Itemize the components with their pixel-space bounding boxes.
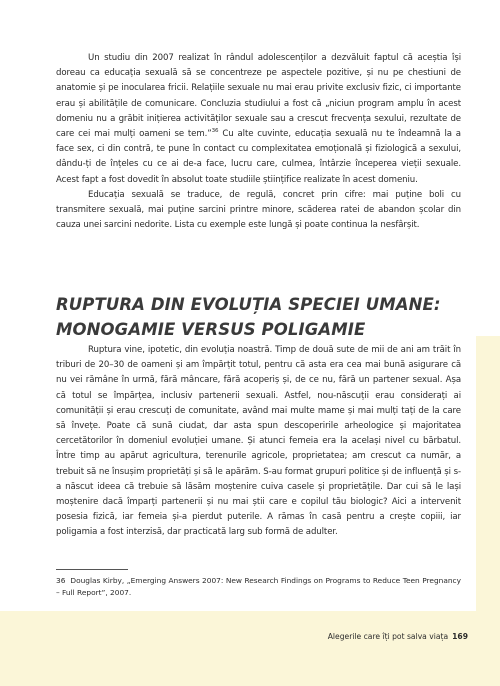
section-heading-line-2: MONOGAMIE VERSUS POLIGAMIE bbox=[56, 320, 366, 339]
footnote bbox=[56, 575, 461, 598]
body-paragraph-3: Ruptura vine, ipotetic, din evoluția noastră. Timp de două sute de mii de ani am trăit în triburi de 20–30 de oameni și am împărțit totul, pentru că asta era cea mai bună asigurare că nu vei rămâne în urmă, fără mâncare, fără acoperiș și, de ce nu, fără un partener sexual. Așa că totul se împărțea, inclusiv partenerii sexuali. Astfel, nou-născuții erau considerați ai comunității și erau crescuți de comunitate, având mai multe mame și mai mulți tați de la care să învețe. Poate că sună ciudat, dar asta spun descoperirile arheologice și majoritatea cercetătorilor în domeniul evoluției umane. Și atunci femeia era la același nivel cu bărbatul. Între timp au apărut agricultura, terenurile agricole, proprietatea; am crescut ca număr, a trebuit să ne însușim proprietăți și să le apărăm. S-au format grupuri politice și de influență și s-a născut ideea că trebuie să lăsăm moștenire cuiva casele și proprietățile. Dar cui să le lași moștenire dacă împarți partenerii și nu mai știi care e copilul tău biologic? Aici a intervenit posesia fizică, iar femeia și-a pierdut puterile. A rămas în casă pentru a crește copiii, iar poligamia a fost interzisă, dar practicată larg sub formă de adulter. bbox=[56, 345, 461, 538]
top-text-block bbox=[56, 51, 461, 233]
footnote-reference: 36 bbox=[211, 128, 219, 135]
body-paragraph-2: Educația sexuală se traduce, de regulă, concret prin cifre: mai puține boli cu transmitere sexuală, mai puține sarcini printre minore, scăderea ratei de abandon școlar din cauza unei sarcini nedorite. Lista cu exemple este lungă și poate continua la nesfârșit. bbox=[56, 189, 461, 231]
decorative-bottom-band bbox=[0, 611, 500, 686]
footnote-number: 36 bbox=[56, 576, 66, 585]
section-heading-line-1: RUPTURA DIN EVOLUȚIA SPECIEI UMANE: bbox=[56, 295, 441, 314]
page-footer bbox=[328, 632, 468, 641]
paragraph-1-text: Un studiu din 2007 realizat în rândul adolescenților a dezvăluit faptul că aceștia își doreau ca educația sexuală să se concentreze pe aspectele pozitive, și nu pe chestiuni de anatomie și pe inocularea fricii. Relațiile sexuale nu mai erau privite exclusiv fizic, ci importante erau și abilitățile de comunicare. Concluzia studiului a fost că „niciun program amplu în acest domeniu nu a grăbit inițierea activităților sexuale sau a crescut frecvența sexului, rezultate de care cei mai mulți oameni se tem.” bbox=[56, 53, 461, 140]
running-footer-title: Alegerile care îți pot salva viața bbox=[327, 632, 449, 641]
body-paragraph-1 bbox=[56, 51, 461, 188]
footnote-divider bbox=[56, 569, 128, 570]
bottom-text-block bbox=[56, 343, 461, 541]
footnote-text: Douglas Kirby, „Emerging Answers 2007: New Research Findings on Programs to Reduce Teen Pregnancy – Full Report”, 2007. bbox=[56, 576, 461, 597]
page-number: 169 bbox=[452, 632, 468, 641]
paragraph-1-continuation: Cu alte cuvinte, educația sexuală nu te îndeamnă la a face sex, ci din contră, te pune în contact cu complexitatea emoțională și fiziologică a sexului, dându-ți de înțeles cu ce ai de-a face, lucru care, culmea, întârzie începerea vieții sexuale. Acest fapt a fost dovedit în absolut toate studiile științifice realizate în acest domeniu. bbox=[56, 129, 461, 185]
section-heading bbox=[56, 292, 466, 342]
